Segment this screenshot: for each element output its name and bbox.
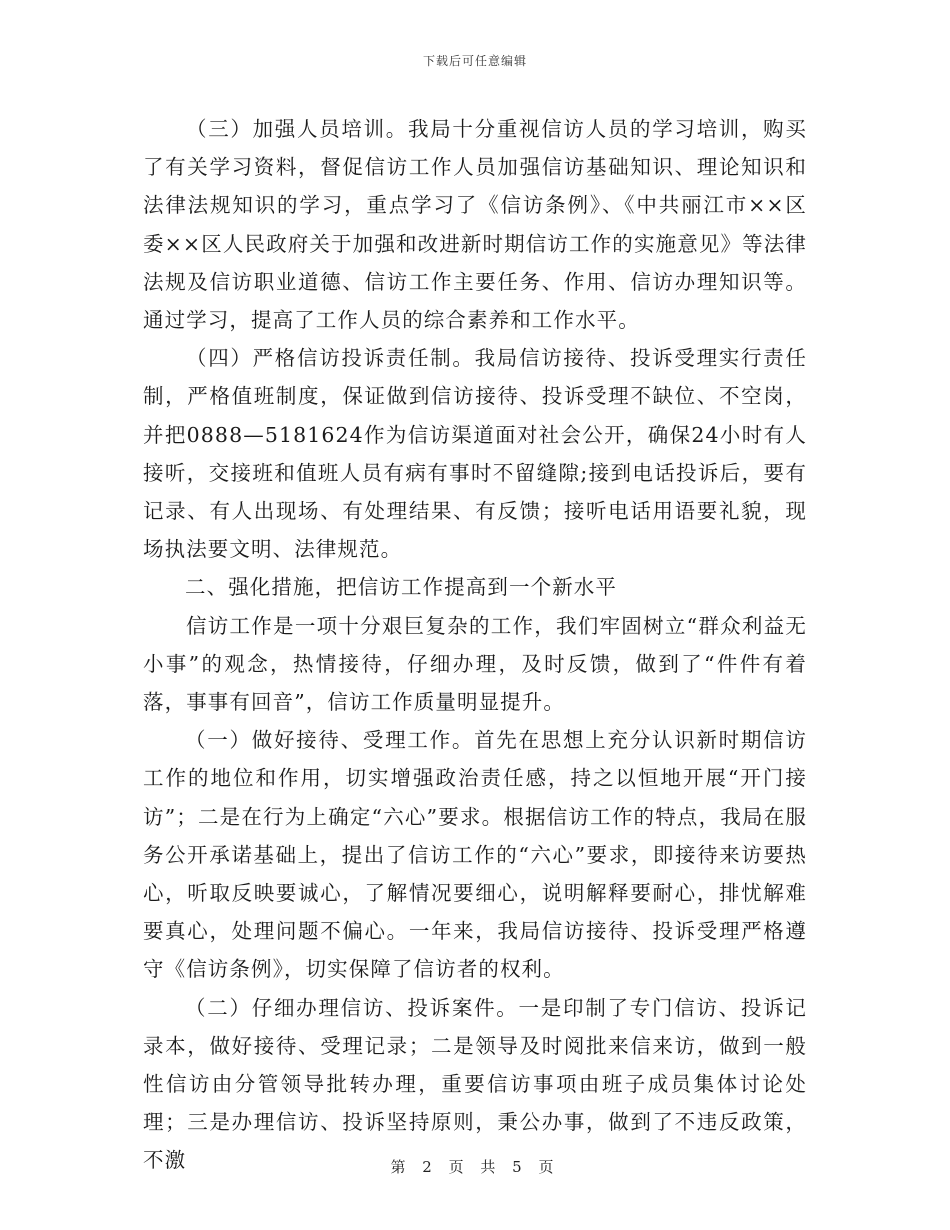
- page-header: 下载后可任意编辑: [422, 54, 527, 68]
- paragraph-petition-overview: 信访工作是一项十分艰巨复杂的工作，我们牢固树立“群众利益无小事”的观念，热情接待，仔细办理，及时反馈，做到了“件件有着落，事事有回音”，信访工作质量明显提升。: [143, 613, 807, 715]
- page-number-footer: 第 2 页 共 5 页: [390, 1158, 560, 1176]
- paragraph-case-handling: （二）仔细办理信访、投诉案件。一是印制了专门信访、投诉记录本，做好接待、受理记录；二是领导及时阅批来信来访，做到一般性信访由分管领导批转办理，重要信访事项由班子成员集体讨论处理；三是办理信访、投诉坚持原则，秉公办事，做到了不违反政策，不激: [143, 995, 807, 1173]
- paragraph-complaint-responsibility: （四）严格信访投诉责任制。我局信访接待、投诉受理实行责任制，严格值班制度，保证做到信访接待、投诉受理不缺位、不空岗，并把0888—5181624作为信访渠道面对社会公开，确保24小时有人接听，交接班和值班人员有病有事时不留缝隙;接到电话投诉后，要有记录、有人出现场、有处理结果、有反馈；接听电话用语要礼貌，现场执法要文明、法律规范。: [143, 346, 807, 562]
- document-body: [143, 110, 807, 1180]
- paragraph-reception-work: （一）做好接待、受理工作。首先在思想上充分认识新时期信访工作的地位和作用，切实增强政治责任感，持之以恒地开展“开门接访”；二是在行为上确定“六心”要求。根据信访工作的特点，我局在服务公开承诺基础上，提出了信访工作的“六心”要求，即接待来访要热心，听取反映要诚心，了解情况要细心，说明解释要耐心，排忧解难要真心，处理问题不偏心。一年来，我局信访接待、投诉受理严格遵守《信访条例》，切实保障了信访者的权利。: [143, 728, 807, 982]
- paragraph-staff-training: （三）加强人员培训。我局十分重视信访人员的学习培训，购买了有关学习资料，督促信访工作人员加强信访基础知识、理论知识和法律法规知识的学习，重点学习了《信访条例》、《中共丽江市××区委××区人民政府关于加强和改进新时期信访工作的实施意见》等法律法规及信访职业道德、信访工作主要任务、作用、信访办理知识等。通过学习，提高了工作人员的综合素养和工作水平。: [143, 117, 807, 333]
- section-heading-measures: 二、强化措施，把信访工作提高到一个新水平: [185, 575, 617, 600]
